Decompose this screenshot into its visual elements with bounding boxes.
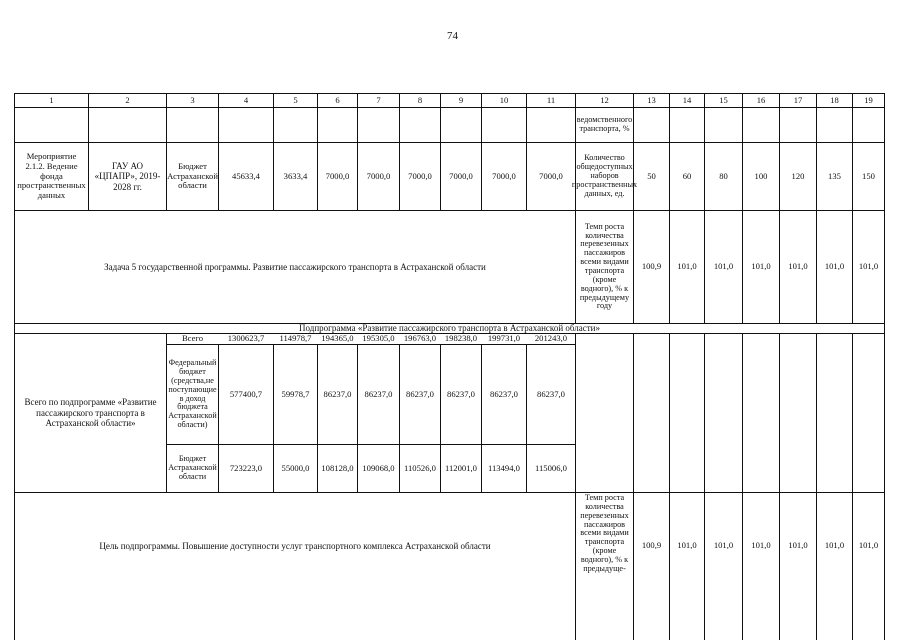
header-col-13: 13 <box>647 94 656 105</box>
amount-cell: 7000,0 <box>449 170 473 181</box>
target-cell: 101,0 <box>677 261 697 272</box>
indicator-cell: Темп роста количества перевезенных пассажиров всеми видами транспорта (кроме водного), % к предыдуще- <box>580 493 629 573</box>
header-col-17: 17 <box>793 94 803 105</box>
amount-cell: 110526,0 <box>404 462 436 473</box>
amount-cell: 86237,0 <box>490 388 518 399</box>
target-cell: 101,0 <box>751 261 771 272</box>
measure-name: Мероприятие 2.1.2. Ведение фонда пространственных данных <box>17 150 86 201</box>
header-col-14: 14 <box>682 94 692 105</box>
regional-budget-label: Бюджет Астраханской области <box>168 454 217 481</box>
amount-cell: 59978,7 <box>281 388 310 399</box>
amount-cell: 195305,0 <box>362 333 395 344</box>
amount-cell: 109068,0 <box>362 462 395 473</box>
header-col-9: 9 <box>458 94 464 105</box>
page-number: 74 <box>447 30 458 42</box>
amount-cell: 86237,0 <box>406 388 434 399</box>
header-col-16: 16 <box>756 94 766 105</box>
target-cell: 150 <box>862 170 875 181</box>
target-cell: 100,9 <box>641 261 662 272</box>
header-col-12: 12 <box>600 94 609 105</box>
target-cell: 60 <box>682 170 692 181</box>
amount-cell: 108128,0 <box>321 462 354 473</box>
header-col-1: 1 <box>49 94 54 105</box>
header-col-10: 10 <box>499 94 509 105</box>
amount-cell: 577400,7 <box>229 388 263 399</box>
amount-cell: 196763,0 <box>403 333 437 344</box>
target-cell: 101,0 <box>788 261 808 272</box>
header-col-19: 19 <box>864 94 873 105</box>
target-cell: 80 <box>719 170 728 181</box>
executor-cell: ГАУ АО «ЦПАПР», 2019-2028 гг. <box>94 160 161 192</box>
amount-cell: 194365,0 <box>321 333 354 344</box>
target-cell: 120 <box>791 170 805 181</box>
federal-budget-label: Федеральный бюджет (средства,не поступающие в доход бюджета Астраханской области) <box>168 358 217 430</box>
target-cell: 101,0 <box>858 540 879 551</box>
amount-cell: 7000,0 <box>366 170 391 181</box>
target-cell: 100 <box>754 170 768 181</box>
amount-cell: 7000,0 <box>492 170 516 181</box>
header-col-8: 8 <box>417 94 423 105</box>
amount-cell: 114978,7 <box>279 333 312 344</box>
target-cell: 101,0 <box>824 261 845 272</box>
subprogram-title: Подпрограмма «Развитие пассажирского транспорта в Астраханской области» <box>299 323 600 334</box>
indicator-cell: Темп роста количества перевезенных пассажиров всеми видами транспорта (кроме водного), % к предыдущему году <box>579 221 630 311</box>
target-cell: 101,0 <box>788 540 808 551</box>
header-col-2: 2 <box>125 94 130 105</box>
amount-cell: 86237,0 <box>447 388 475 399</box>
header-col-15: 15 <box>719 94 728 105</box>
amount-cell: 1300623,7 <box>227 333 265 344</box>
amount-cell: 86237,0 <box>537 388 565 399</box>
amount-cell: 7000,0 <box>325 170 350 181</box>
target-cell: 50 <box>647 170 656 181</box>
amount-cell: 723223,0 <box>229 462 263 473</box>
amount-cell: 199731,0 <box>487 333 521 344</box>
total-label: Всего <box>181 333 204 344</box>
amount-cell: 112001,0 <box>445 462 477 473</box>
header-col-7: 7 <box>376 94 381 105</box>
task-title: Задача 5 государственной программы. Развитие пассажирского транспорта в Астраханской области <box>104 261 486 272</box>
amount-cell: 115006,0 <box>535 462 567 473</box>
indicator-cell: Количество общедоступных наборов пространственных данных, ед. <box>571 153 638 198</box>
subprogram-total-label: Всего по подпрограмме «Развитие пассажирского транспорта в Астраханской области» <box>24 397 157 429</box>
indicator-cell: ведомственного транспорта, % <box>576 115 633 133</box>
amount-cell: 3633,4 <box>283 170 308 181</box>
amount-cell: 86237,0 <box>323 388 352 399</box>
target-cell: 101,0 <box>677 540 697 551</box>
amount-cell: 86237,0 <box>364 388 393 399</box>
target-cell: 101,0 <box>751 540 771 551</box>
amount-cell: 45633,4 <box>232 170 260 181</box>
amount-cell: 198238,0 <box>444 333 478 344</box>
header-col-11: 11 <box>546 94 556 105</box>
amount-cell: 55000,0 <box>281 462 310 473</box>
header-col-3: 3 <box>190 94 195 105</box>
header-col-6: 6 <box>335 94 340 105</box>
header-col-18: 18 <box>830 94 839 105</box>
header-col-4: 4 <box>243 94 249 105</box>
target-cell: 135 <box>828 170 841 181</box>
header-col-5: 5 <box>293 94 298 105</box>
target-cell: 101,0 <box>713 540 734 551</box>
amount-cell: 7000,0 <box>539 170 563 181</box>
target-cell: 100,9 <box>641 540 662 551</box>
amount-cell: 113494,0 <box>488 462 520 473</box>
funding-source: Бюджет Астраханской области <box>167 160 218 191</box>
target-cell: 101,0 <box>713 261 734 272</box>
amount-cell: 7000,0 <box>408 170 432 181</box>
target-cell: 101,0 <box>824 540 845 551</box>
target-cell: 101,0 <box>858 261 879 272</box>
amount-cell: 201243,0 <box>534 333 568 344</box>
goal-title: Цель подпрограммы. Повышение доступности услуг транспортного комплекса Астраханской области <box>99 540 491 551</box>
